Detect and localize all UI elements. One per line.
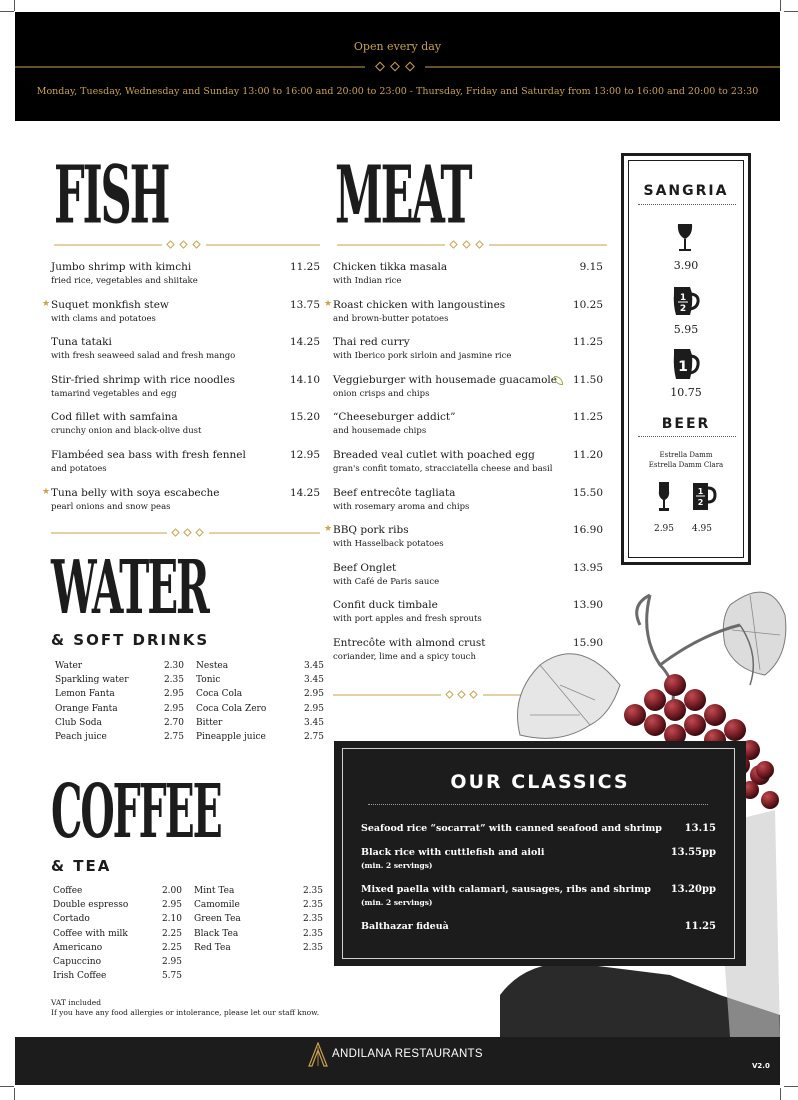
drink-name: Cortado bbox=[53, 914, 90, 925]
menu-item-price: 14.25 bbox=[289, 486, 320, 499]
menu-item-price: 15.20 bbox=[289, 411, 320, 424]
drink-row bbox=[196, 689, 324, 703]
gold-divider bbox=[51, 528, 320, 538]
drink-price: 2.00 bbox=[161, 886, 182, 896]
svg-text:1: 1 bbox=[697, 487, 704, 496]
menu-item-price: 13.95 bbox=[572, 561, 603, 574]
menu-item bbox=[333, 449, 603, 474]
menu-item-name: Breaded veal cutlet with poached egg bbox=[333, 449, 535, 461]
drink-name: Pineapple juice bbox=[196, 732, 266, 742]
drink-row bbox=[53, 929, 182, 943]
menu-item-description: with rosemary aroma and chips bbox=[333, 501, 470, 512]
drink-name: Peach juice bbox=[55, 732, 107, 742]
drink-row bbox=[55, 704, 184, 718]
classic-item-price: 11.25 bbox=[684, 921, 716, 932]
menu-item-name: Thai red curry bbox=[333, 336, 410, 349]
beer-brand: Estrella Damm Clara bbox=[648, 461, 724, 469]
svg-text:2: 2 bbox=[697, 498, 704, 507]
drink-price: 2.35 bbox=[163, 675, 184, 686]
sangria-jug-price: 10.75 bbox=[670, 386, 702, 399]
drink-row bbox=[194, 929, 323, 943]
menu-item bbox=[51, 336, 320, 361]
section-title-coffee: COFFEE bbox=[51, 768, 221, 856]
menu-item-name: Stir-fried shrimp with rice noodles bbox=[51, 373, 235, 386]
drink-row bbox=[53, 914, 182, 928]
menu-item-name: “Cheeseburger addict” bbox=[333, 411, 456, 424]
sangria-glass-price: 3.90 bbox=[673, 259, 699, 272]
wine-glass-icon bbox=[675, 223, 695, 253]
dotted-divider bbox=[368, 804, 708, 805]
menu-item bbox=[324, 298, 603, 324]
menu-item-description: pearl onions and snow peas bbox=[51, 501, 171, 512]
drink-price: 2.75 bbox=[303, 732, 324, 742]
classic-item-note: (min. 2 servings) bbox=[361, 898, 433, 907]
drink-price: 2.35 bbox=[302, 900, 323, 911]
menu-item-price: 15.50 bbox=[572, 486, 603, 499]
drink-row bbox=[196, 718, 324, 732]
star-icon: ★ bbox=[324, 298, 333, 309]
vat-note: VAT included bbox=[51, 998, 101, 1007]
star-icon: ★ bbox=[324, 524, 333, 535]
drink-name: Mint Tea bbox=[194, 886, 235, 896]
drink-row bbox=[194, 886, 323, 900]
gold-divider bbox=[337, 240, 607, 250]
drink-name: Capuccino bbox=[53, 957, 101, 967]
andilana-logo-icon bbox=[308, 1042, 328, 1068]
classics-title: OUR CLASSICS bbox=[450, 771, 630, 793]
opening-hours: Monday, Tuesday, Wednesday and Sunday 13:00 to 16:00 and 20:00 to 23:00 - Thursday, Friday and Saturday from 13:00 to 16:00 and 20:00 to 23:30 bbox=[36, 86, 759, 97]
star-icon: ★ bbox=[42, 298, 51, 309]
beer-brand: Estrella Damm bbox=[659, 451, 713, 459]
drink-price: 2.70 bbox=[163, 717, 184, 728]
menu-item-price: 11.25 bbox=[572, 336, 603, 349]
drink-row bbox=[196, 661, 324, 675]
menu-item-description: and brown-butter potatoes bbox=[333, 313, 449, 324]
dotted-divider bbox=[638, 436, 736, 437]
menu-item-name: BBQ pork ribs bbox=[333, 524, 409, 537]
menu-item-name: Chicken tikka masala bbox=[333, 261, 448, 273]
menu-item-description: fried rice, vegetables and shiitake bbox=[51, 276, 198, 286]
menu-item-name: Roast chicken with langoustines bbox=[333, 298, 506, 311]
menu-item-price: 11.20 bbox=[572, 449, 603, 461]
classic-item-price: 13.15 bbox=[684, 823, 716, 834]
menu-item bbox=[333, 411, 603, 436]
drink-name: Red Tea bbox=[194, 942, 231, 953]
drink-price: 2.95 bbox=[303, 703, 324, 714]
section-subtitle-tea: & TEA bbox=[51, 857, 112, 875]
classic-item bbox=[361, 921, 716, 932]
drink-price: 3.45 bbox=[303, 675, 324, 686]
menu-item bbox=[333, 374, 603, 399]
drink-row bbox=[196, 675, 324, 689]
drink-name: Bitter bbox=[196, 717, 223, 728]
menu-item-description: with fresh seaweed salad and fresh mango bbox=[51, 351, 236, 362]
drink-row bbox=[194, 900, 323, 914]
menu-item-price: 14.25 bbox=[289, 336, 320, 349]
crop-mark bbox=[784, 1086, 798, 1087]
classic-item-note: (min. 2 servings) bbox=[361, 861, 433, 870]
sangria-heading: SANGRIA bbox=[643, 183, 729, 199]
drink-name: Club Soda bbox=[55, 717, 102, 728]
menu-item-description: with Iberico pork sirloin and jasmine rice bbox=[333, 351, 512, 362]
crop-mark bbox=[0, 11, 14, 12]
bottom-banner bbox=[15, 1037, 780, 1085]
drink-name: Tonic bbox=[196, 675, 221, 686]
drink-name: Irish Coffee bbox=[53, 971, 107, 982]
svg-text:2: 2 bbox=[679, 304, 687, 314]
menu-item-price: 11.25 bbox=[572, 411, 603, 424]
menu-item-name: Beef Onglet bbox=[333, 561, 397, 574]
drink-row bbox=[53, 900, 182, 914]
menu-item bbox=[51, 261, 320, 286]
drink-row bbox=[196, 732, 324, 746]
section-subtitle-soft-drinks: & SOFT DRINKS bbox=[51, 631, 210, 649]
star-icon: ★ bbox=[42, 486, 51, 497]
drink-price: 2.95 bbox=[161, 900, 182, 911]
gold-divider bbox=[54, 240, 320, 250]
menu-item-name: Suquet monkfish stew bbox=[51, 298, 169, 311]
classic-item-price: 13.55pp bbox=[670, 847, 716, 858]
beer-heading: BEER bbox=[661, 416, 711, 432]
section-title-meat: MEAT bbox=[335, 149, 471, 243]
beer-half-price: 4.95 bbox=[691, 524, 713, 534]
menu-item-name: Jumbo shrimp with kimchi bbox=[51, 261, 192, 273]
beer-glass-icon bbox=[656, 481, 672, 513]
menu-item bbox=[51, 411, 320, 436]
menu-item bbox=[324, 524, 603, 550]
menu-item-name: Entrecôte with almond crust bbox=[333, 637, 486, 649]
drink-price: 3.45 bbox=[303, 717, 324, 728]
drink-price: 2.25 bbox=[161, 942, 182, 953]
gold-divider bbox=[15, 61, 780, 73]
drink-name: Camomile bbox=[194, 900, 240, 911]
brand-name: ANDILANA RESTAURANTS bbox=[332, 1048, 483, 1060]
menu-item-name: Beef entrecôte tagliata bbox=[333, 486, 456, 499]
drink-name: Black Tea bbox=[194, 928, 239, 939]
drink-name: Water bbox=[55, 661, 83, 671]
drink-price: 2.75 bbox=[163, 732, 184, 742]
menu-item-price: 16.90 bbox=[572, 524, 603, 537]
menu-item bbox=[51, 374, 320, 399]
drink-name: Green Tea bbox=[194, 914, 241, 925]
dotted-divider bbox=[638, 204, 736, 205]
opening-title: Open every day bbox=[353, 40, 442, 53]
drink-row bbox=[53, 971, 182, 985]
drink-row bbox=[55, 661, 184, 675]
classic-item-name: Mixed paella with calamari, sausages, ribs and shrimp bbox=[361, 884, 651, 895]
section-title-water: WATER bbox=[51, 544, 208, 632]
classic-item bbox=[361, 847, 716, 870]
drink-name: Double espresso bbox=[53, 900, 129, 911]
drink-name: Orange Fanta bbox=[55, 703, 118, 714]
classic-item bbox=[361, 884, 716, 907]
drink-row bbox=[53, 957, 182, 971]
drink-name: Coffee bbox=[53, 886, 83, 896]
drink-row bbox=[194, 943, 323, 957]
drink-name: Coca Cola Zero bbox=[196, 703, 267, 714]
crop-mark bbox=[780, 1088, 781, 1100]
half-jug-icon bbox=[670, 285, 700, 317]
version-label: V2.0 bbox=[752, 1062, 770, 1070]
drink-row bbox=[53, 886, 182, 900]
menu-item bbox=[42, 298, 320, 324]
drink-name: Lemon Fanta bbox=[55, 689, 115, 700]
drink-name: Nestea bbox=[196, 661, 229, 671]
drink-row bbox=[53, 943, 182, 957]
drink-row bbox=[55, 732, 184, 746]
menu-item-description: onion crisps and chips bbox=[333, 388, 430, 399]
drink-price: 2.95 bbox=[163, 703, 184, 714]
drink-price: 3.45 bbox=[303, 661, 324, 671]
menu-item-price: 13.90 bbox=[572, 599, 603, 612]
menu-item bbox=[333, 261, 603, 286]
drink-row bbox=[55, 718, 184, 732]
menu-item-description: with Indian rice bbox=[333, 276, 402, 286]
menu-item-price: 11.50 bbox=[572, 373, 603, 386]
crop-mark bbox=[14, 1088, 15, 1100]
menu-item-description: and housemade chips bbox=[333, 426, 427, 437]
drink-name: Americano bbox=[53, 942, 103, 953]
drink-price: 2.10 bbox=[161, 914, 182, 925]
crop-mark bbox=[780, 0, 781, 11]
menu-item-description: with clams and potatoes bbox=[51, 313, 156, 324]
drink-price: 2.95 bbox=[163, 689, 184, 700]
menu-item-description: tamarind vegetables and egg bbox=[51, 388, 177, 399]
menu-item bbox=[333, 487, 603, 512]
beer-mug-icon bbox=[691, 481, 717, 511]
drink-price: 2.35 bbox=[302, 886, 323, 896]
menu-item bbox=[51, 449, 320, 474]
drink-price: 2.95 bbox=[161, 957, 182, 967]
menu-item-description: crunchy onion and black-olive dust bbox=[51, 426, 202, 437]
jug-label: 1 bbox=[678, 359, 688, 375]
menu-item bbox=[333, 336, 603, 361]
drink-name: Sparkling water bbox=[55, 675, 129, 686]
crop-mark bbox=[0, 1086, 14, 1087]
menu-item-description: coriander, lime and a spicy touch bbox=[333, 652, 476, 662]
drink-row bbox=[194, 914, 323, 928]
menu-item-description: with port apples and fresh sprouts bbox=[333, 614, 482, 625]
drink-price: 2.30 bbox=[163, 661, 184, 671]
menu-item-price: 11.25 bbox=[289, 261, 320, 273]
drink-price: 2.35 bbox=[302, 942, 323, 953]
menu-item-description: with Café de Paris sauce bbox=[333, 576, 440, 587]
section-title-fish: FISH bbox=[54, 149, 169, 243]
menu-item-price: 10.25 bbox=[572, 298, 603, 311]
drink-name: Coffee with milk bbox=[53, 928, 128, 939]
drink-row bbox=[55, 675, 184, 689]
allergy-note: If you have any food allergies or intolerance, please let our staff know. bbox=[51, 1008, 320, 1017]
drink-row bbox=[196, 704, 324, 718]
menu-item-name: Flambéed sea bass with fresh fennel bbox=[51, 449, 246, 461]
drink-price: 2.35 bbox=[302, 928, 323, 939]
drink-price: 2.95 bbox=[303, 689, 324, 700]
sangria-half-jug-price: 5.95 bbox=[673, 323, 699, 336]
drink-price: 5.75 bbox=[161, 971, 182, 982]
classic-item-name: Seafood rice “socarrat” with canned seafood and shrimp bbox=[361, 823, 662, 834]
menu-item bbox=[42, 486, 320, 512]
menu-item-price: 15.90 bbox=[572, 637, 603, 649]
crop-mark bbox=[14, 0, 15, 11]
menu-item-price: 12.95 bbox=[289, 449, 320, 461]
drink-row bbox=[55, 689, 184, 703]
half-jug-label: 1 bbox=[679, 293, 687, 303]
crop-mark bbox=[784, 11, 798, 12]
menu-item-name: Tuna belly with soya escabeche bbox=[51, 486, 220, 499]
menu-item-description: and potatoes bbox=[51, 464, 107, 474]
classic-item-price: 13.20pp bbox=[670, 884, 716, 895]
classic-item-name: Balthazar fideuà bbox=[361, 921, 449, 932]
menu-item-price: 9.15 bbox=[579, 261, 603, 273]
jug-icon bbox=[670, 347, 700, 381]
menu-item-name: Cod fillet with samfaina bbox=[51, 411, 178, 424]
menu-item-description: with Hasselback potatoes bbox=[333, 539, 444, 550]
menu-item-name: Tuna tataki bbox=[51, 336, 112, 349]
menu-item-name: Veggieburger with housemade guacamole bbox=[333, 373, 557, 386]
menu-item-description: gran's confit tomato, stracciatella cheese and basil bbox=[333, 464, 553, 474]
classic-item-name: Black rice with cuttlefish and aioli bbox=[361, 847, 545, 858]
menu-item-price: 13.75 bbox=[289, 298, 320, 311]
drink-price: 2.25 bbox=[161, 928, 182, 939]
menu-item-price: 14.10 bbox=[289, 373, 320, 386]
beer-glass-price: 2.95 bbox=[653, 524, 675, 534]
menu-item-name: Confit duck timbale bbox=[333, 599, 438, 612]
drink-name: Coca Cola bbox=[196, 689, 243, 700]
drink-price: 2.35 bbox=[302, 914, 323, 925]
classic-item bbox=[361, 823, 716, 834]
